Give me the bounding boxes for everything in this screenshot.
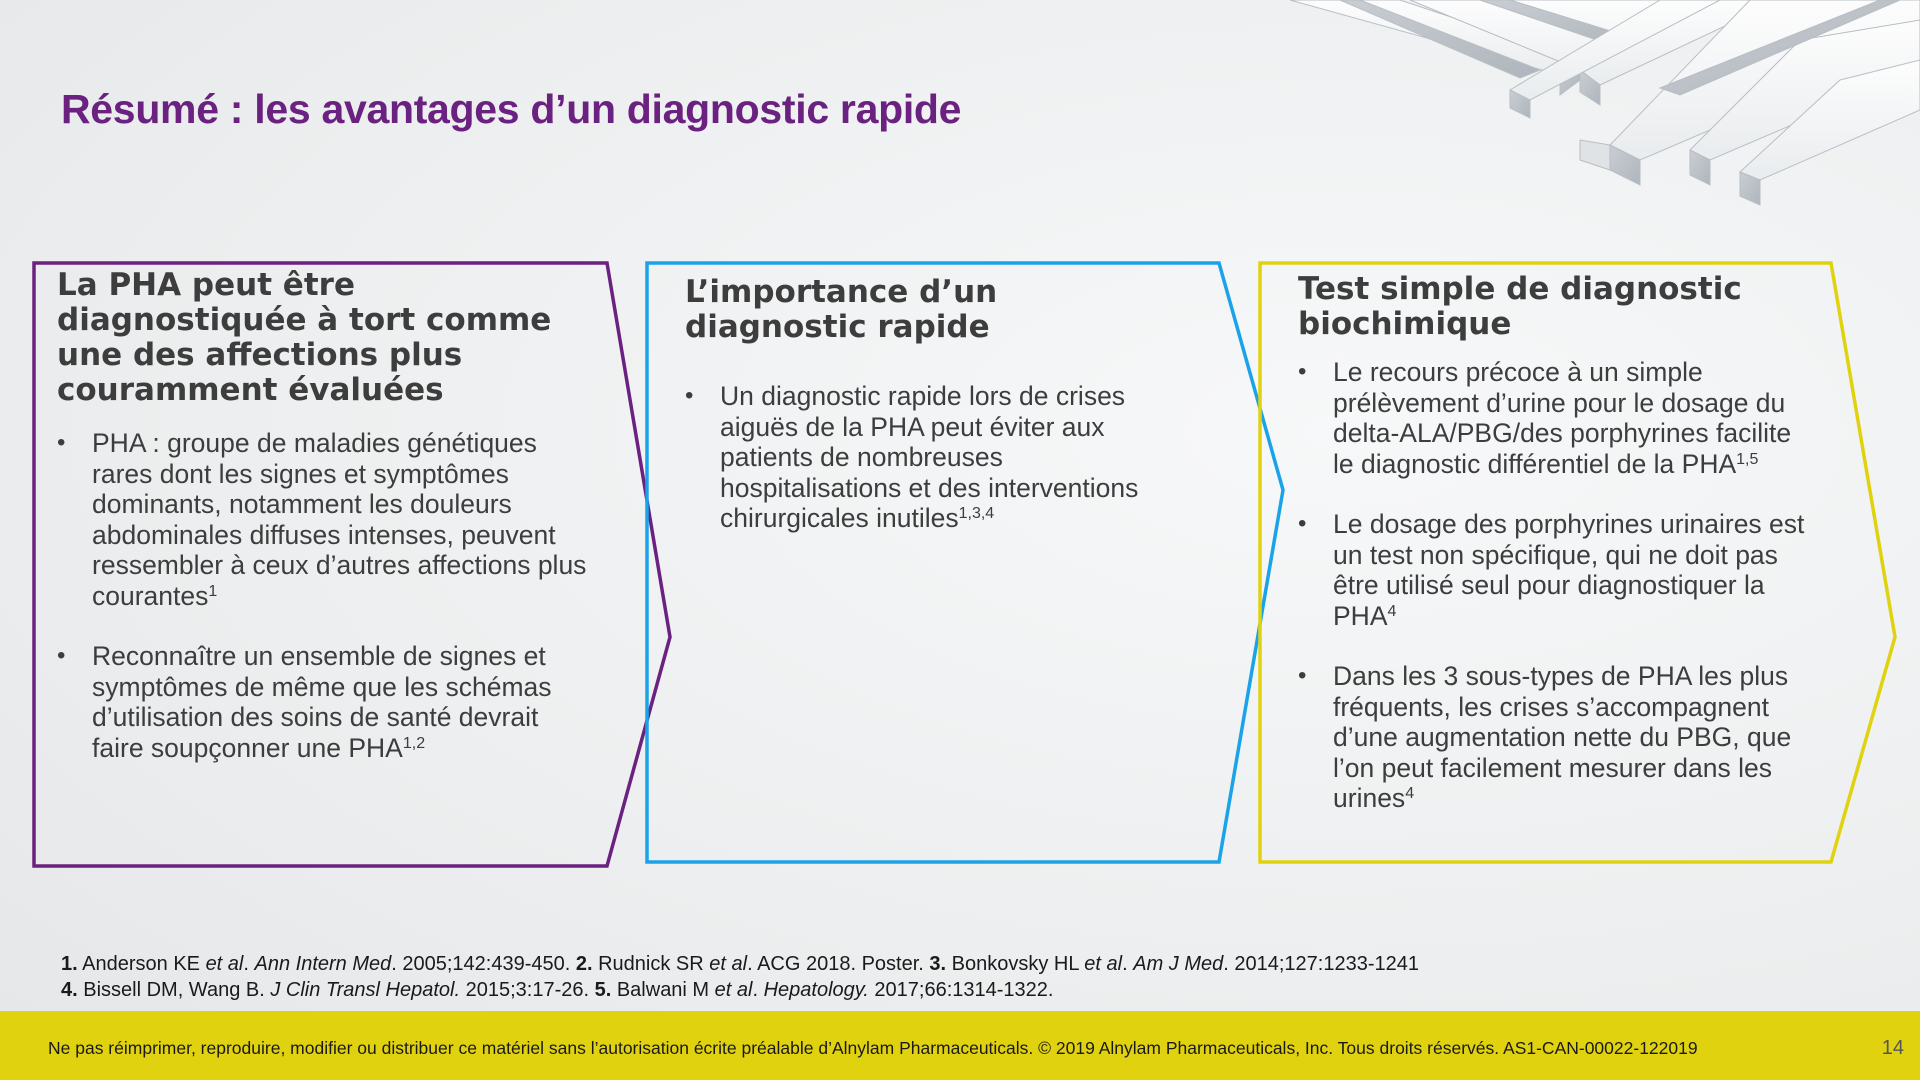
footer-disclaimer: Ne pas réimprimer, reproduire, modifier ou distribuer ce matériel sans l’autorisation écrite préalable d’Alnylam Pharmaceuticals. © 2019 Alnylam Pharmaceuticals, Inc. Tous droits réservés. AS1-CAN-00022-122019 (48, 1038, 1698, 1058)
page-number: 14 (1881, 1037, 1904, 1059)
panel-2-heading: L’importance d’un diagnostic rapide (685, 274, 998, 345)
panel-pha-misdiagnosis (57, 268, 597, 763)
footer-bar (0, 1011, 1920, 1080)
panel-2-bullet-1: • Un diagnostic rapide lors de crises aiguës de la PHA peut éviter aux patients de nombreuses hospitalisations et des interventions chirurgicales inutiles$^{1,3,4}$ (685, 381, 1185, 534)
panel-2-bullets (685, 381, 1185, 534)
panel-1-bullet-2: • Reconnaître un ensemble de signes et symptômes de même que les schémas d’utilisation des soins de santé devrait faire soupçonner une PHA$^{1,2}$ (57, 641, 597, 763)
panel-3-bullet-1: • Le recours précoce à un simple prélèvement d’urine pour le dosage du delta-ALA/PBG/des porphyrines facilite le diagnostic différentiel de la PHA$^{1,5}$ (1298, 357, 1818, 479)
panel-3-bullet-2: • Le dosage des porphyrines urinaires est un test non spécifique, qui ne doit pas être utilisé seul pour diagnostiquer la PHA$^4$ (1298, 509, 1818, 631)
slide-title: Résumé : les avantages d’un diagnostic rapide (61, 86, 962, 132)
references-line-2: 4. Bissell DM, Wang B. J Clin Transl Hepatol. 2015;3:17-26. 5. Balwani M et al. Hepatology. 2017;66:1314-1322. (61, 979, 1054, 1001)
panel-3-bullet-3: • Dans les 3 sous-types de PHA les plus fréquents, les crises s’accompagnent d’une augmentation nette du PBG, que l’on peut facilement mesurer dans les urines$^4$ (1298, 661, 1818, 814)
panel-3-heading: Test simple de diagnostic biochimique (1298, 271, 1742, 342)
references-line-1: 1. Anderson KE et al. Ann Intern Med. 2005;142:439-450. 2. Rudnick SR et al. ACG 2018. Poster. 3. Bonkovsky HL et al. Am J Med. 2014;127:1233-1241 (61, 953, 1419, 975)
references (61, 951, 1419, 1003)
panel-1-bullet-1: • PHA : groupe de maladies génétiques rares dont les signes et symptômes dominants, notamment les douleurs abdominales diffuses intenses, peuvent ressembler à ceux d’autres affections plus courantes$^1$ (57, 428, 597, 611)
panel-1-heading: La PHA peut être diagnostiquée à tort comme une des affections plus couramment évaluées (57, 267, 552, 408)
panel-biochemical-test (1298, 272, 1818, 814)
panel-3-bullets (1298, 357, 1818, 814)
panel-rapid-diagnosis (685, 275, 1185, 534)
panel-1-bullets (57, 428, 597, 763)
